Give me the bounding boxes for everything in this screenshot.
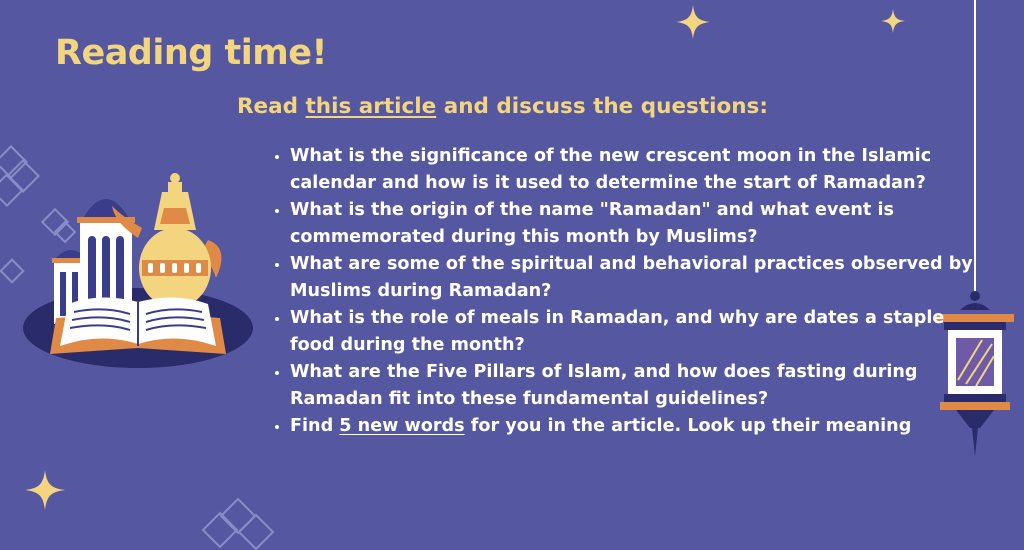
sparkle-star-icon (676, 5, 710, 39)
list-item: • What are the Five Pillars of Islam, and how does fasting during Ramadan fit into these fundamental guidelines? (290, 359, 980, 412)
list-item: • What are some of the spiritual and behavioral practices observed by Muslims during Ramadan? (290, 251, 980, 304)
sparkle-star-icon (881, 9, 905, 33)
task-prefix: Find (290, 416, 340, 436)
instructions-subtitle (237, 94, 768, 119)
sparkle-star-icon (25, 470, 65, 510)
subtitle-prefix: Read (237, 94, 306, 119)
task-suffix: for you in the article. Look up their meaning (464, 416, 912, 436)
list-item: • What is the significance of the new crescent moon in the Islamic calendar and how is it used to determine the start of Ramadan? (290, 143, 980, 196)
discussion-questions-list (252, 143, 980, 441)
article-link[interactable]: this article (305, 94, 437, 119)
ramadan-illustration (20, 168, 255, 376)
open-book-icon (50, 297, 226, 354)
diamond-pattern-icon (196, 498, 286, 550)
list-item: • What is the role of meals in Ramadan, and why are dates a staple food during the month? (290, 305, 980, 358)
list-item (290, 413, 980, 440)
subtitle-suffix: and discuss the questions: (436, 94, 768, 119)
new-words-link[interactable]: 5 new words (339, 416, 465, 436)
list-item: • What is the origin of the name "Ramadan" and what event is commemorated during this month by Muslims? (290, 197, 980, 250)
slide-title: Reading time! (55, 33, 327, 73)
